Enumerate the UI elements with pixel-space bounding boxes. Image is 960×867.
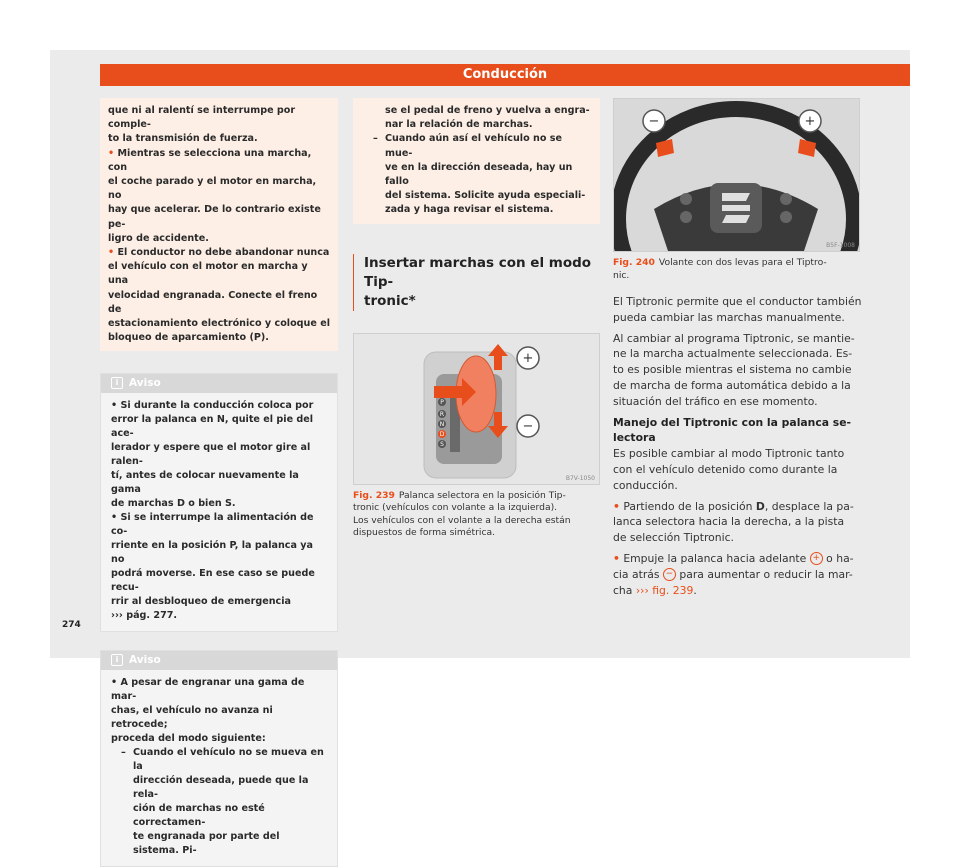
plus-label: +	[522, 350, 534, 366]
aviso-header: i Aviso	[101, 374, 337, 393]
chapter-header: Conducción	[100, 64, 910, 86]
gear-label: P	[440, 398, 444, 406]
warning-bullet: • Mientras se selecciona una marcha, con	[108, 147, 312, 173]
bullet-icon: •	[111, 677, 118, 689]
info-icon: i	[111, 377, 123, 389]
info-icon: i	[111, 654, 123, 666]
column-left	[100, 98, 338, 867]
dash-icon: –	[121, 747, 126, 759]
bullet-icon: •	[613, 499, 620, 513]
warning-line: el vehículo con el motor en marcha y una	[108, 261, 308, 287]
steering-wheel-illustration	[614, 99, 859, 251]
minus-label: −	[648, 114, 660, 129]
section-heading	[353, 254, 600, 311]
minus-label: −	[522, 418, 534, 434]
minus-symbol-icon: −	[663, 568, 676, 581]
plus-label: +	[804, 114, 816, 129]
figure-number: Fig. 239	[353, 489, 395, 501]
figure-caption: Fig. 239 Palanca selectora en la posición Tip- tronic (vehículos con volante a la izquierda). Los vehículos con el volante a la derecha están dispuestos de forma simétrica.	[353, 489, 571, 539]
gear-label: S	[440, 440, 444, 448]
gear-label: N	[439, 420, 445, 428]
figure-239	[353, 333, 600, 485]
content-area	[100, 98, 910, 857]
warning-bullet: • El conductor no debe abandonar nunca	[108, 247, 330, 259]
figure-code: B5F-1008	[826, 242, 855, 249]
bullet-icon: •	[111, 512, 118, 524]
bullet-item: • Empuje la palanca hacia adelante + o ha-	[613, 551, 854, 565]
body-text-block: El Tiptronic permite que el conductor también pueda cambiar las marchas manualmente. Al cambiar al programa Tiptronic, se mantie- ne la marcha actualmente seleccionada. Es- to es posible mientras el sistema no cambie de marcha de forma automática debido a la situación del tráfico en ese momento. Manejo del Tiptronic con la palanca se- lectora Es posible cambiar al modo Tiptronic tanto con el vehículo detenido como durante la conducción. • Partiendo de la posición D, desplace la pa- lanca selectora hacia la derecha, a la pista de selección Tiptronic. • Empuje la palanca hacia adelante + o ha- cia atrás − para aumentar o reducir la mar- cha ››› fig. 239.	[613, 294, 910, 598]
aviso-body: • A pesar de engranar una gama de mar- chas, el vehículo no avanza ni retrocede; proceda del modo siguiente: – Cuando el vehículo no se mueva en la dirección deseada, puede que la rela- ción de marchas no esté correctamen- te engranada por parte del sistema. Pi-	[111, 677, 324, 857]
aviso-body: • Si durante la conducción coloca por error la palanca en N, quite el pie del ace- lerador y espere que el motor gire al ralen- tí, antes de colocar nuevamente la gama de marchas D o bien S. • Si se interrumpe la alimentación de co- rriente en la posición P, la palanca ya no podrá moverse. En ese caso se puede recu- rrir al desbloqueo de emergencia ››› pág. 277.	[101, 393, 337, 631]
column-right	[613, 98, 910, 598]
warning-line: el coche parado y el motor en marcha, no	[108, 176, 317, 202]
subsection-title: lectora	[613, 431, 656, 445]
dash-icon: –	[373, 133, 378, 145]
warning-line: velocidad engranada. Conecte el freno de	[108, 289, 318, 315]
bullet-icon: •	[613, 551, 620, 565]
page-reference-link[interactable]: ››› pág. 277.	[111, 610, 178, 622]
warning-line: estacionamiento electrónico y coloque el	[108, 318, 331, 330]
aviso-header: i Aviso	[101, 651, 337, 670]
warning-line: bloqueo de aparcamiento (P).	[108, 332, 269, 344]
bullet-icon: •	[108, 247, 115, 259]
figure-reference-link[interactable]: ››› fig. 239	[635, 583, 694, 597]
aviso-box-2	[100, 650, 338, 867]
figure-240	[613, 98, 860, 252]
page	[50, 50, 910, 857]
section-title: Insertar marchas con el modo Tip- tronic*	[353, 254, 600, 311]
figure-number: Fig. 240	[613, 257, 655, 268]
aviso-box-1	[100, 373, 338, 632]
gear-selector-illustration	[354, 334, 599, 484]
gear-label: D	[439, 430, 445, 438]
page-number: 274	[62, 620, 81, 630]
subsection-title: Manejo del Tiptronic con la palanca se-	[613, 415, 852, 429]
bullet-icon: •	[108, 147, 115, 159]
figure-code: B7V-1050	[565, 474, 595, 482]
bullet-item: • Partiendo de la posición D, desplace la pa-	[613, 499, 854, 513]
warning-line: to la transmisión de fuerza.	[108, 133, 258, 145]
warning-line: que ni al ralentí se interrumpe por comple-	[108, 105, 296, 131]
column-middle	[353, 98, 600, 540]
warning-line: hay que acelerar. De lo contrario existe pe-	[108, 204, 321, 230]
warning-box-continued: se el pedal de freno y vuelva a engra- nar la relación de marchas. – Cuando aún así el vehículo no se mue- ve en la dirección deseada, hay un fallo del sistema. Solicite ayuda especiali- zada y haga revisar el sistema.	[353, 98, 600, 224]
bullet-icon: •	[111, 400, 118, 412]
gear-label: R	[439, 410, 445, 418]
warning-box-continued	[100, 98, 338, 351]
plus-symbol-icon: +	[810, 552, 823, 565]
figure-caption: Fig. 240 Volante con dos levas para el Tiptro- nic.	[613, 257, 827, 281]
warning-line: ligro de accidente.	[108, 232, 209, 244]
